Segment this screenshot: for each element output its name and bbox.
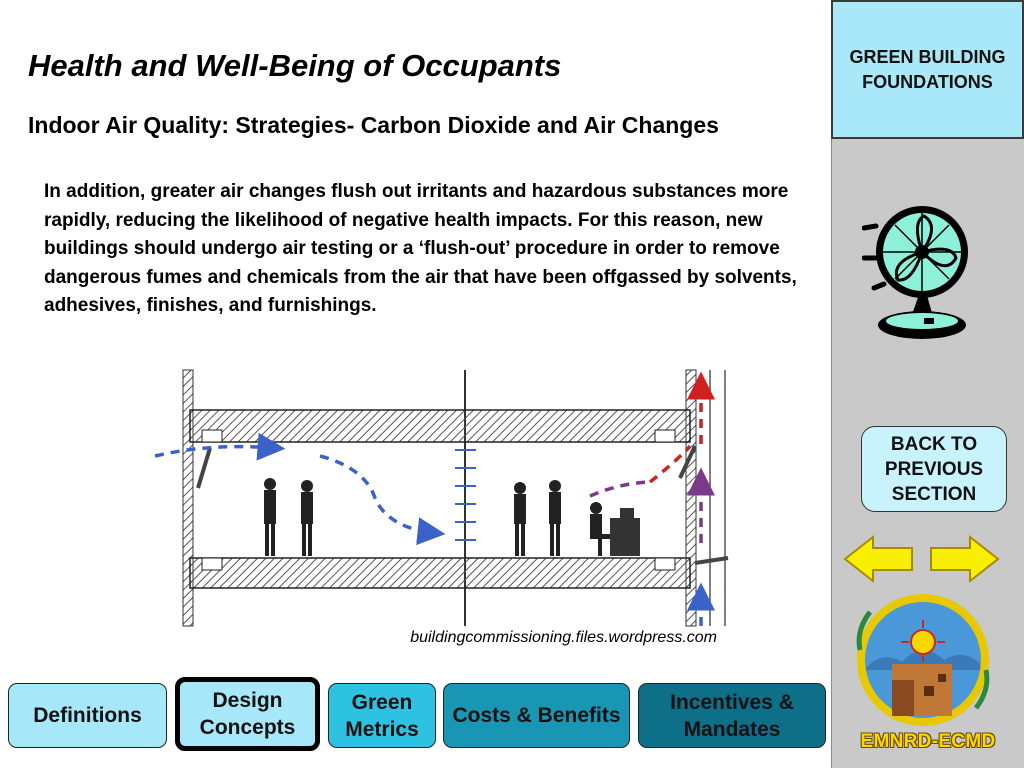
emnrd-seal-icon <box>852 590 994 730</box>
arrow-right-icon[interactable] <box>928 534 1000 584</box>
image-credit: buildingcommissioning.files.wordpress.com <box>410 629 717 646</box>
fan-icon <box>862 200 982 345</box>
back-to-previous-section-button[interactable]: BACK TO PREVIOUS SECTION <box>861 426 1007 512</box>
page-subtitle: Indoor Air Quality: Strategies- Carbon Dioxide and Air Changes <box>28 112 719 138</box>
body-paragraph: In addition, greater air changes flush out irritants and hazardous substances more rapidly, reducing the likelihood of negative health impacts. For this reason, new buildings should undergo air testing or a ‘flush-out’ procedure in order to remove dangerous fumes and chemicals from the air that have been offgassed by solvents, adhesives, finishes, and furnishings. <box>44 181 797 317</box>
nav-incentives-mandates-button[interactable]: Incentives & Mandates <box>638 683 826 748</box>
brand-box: GREEN BUILDING FOUNDATIONS <box>831 0 1024 139</box>
airflow-section-diagram <box>150 368 735 628</box>
seal-label: EMNRD-ECMD <box>860 731 996 752</box>
arrow-left-icon[interactable] <box>843 534 915 584</box>
nav-definitions-button[interactable]: Definitions <box>8 683 167 748</box>
nav-green-metrics-button[interactable]: Green Metrics <box>328 683 436 748</box>
nav-design-concepts-button[interactable]: Design Concepts <box>175 677 320 751</box>
nav-costs-benefits-button[interactable]: Costs & Benefits <box>443 683 630 748</box>
page-title: Health and Well-Being of Occupants <box>28 48 562 83</box>
